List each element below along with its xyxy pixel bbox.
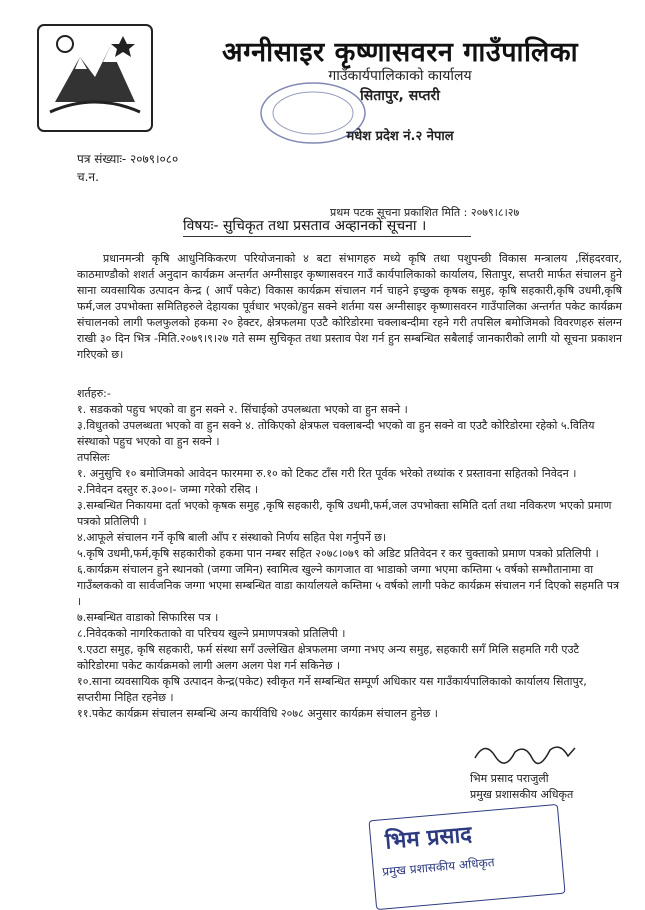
body-text: प्रधानमन्त्री कृषि आधुनिकिकरण परियोजनाको ४ बटा संभागहरु मध्ये कृषि तथा पशुपन्छी विकास मन्त्रालय ,सिंहदरवार, काठमाण्डौको शशर्त अनुदान कार्यक्रम अन्तर्गत अग्नीसाइर कृष्णासवरन गाउँ कार्यपालिकाको कार्यालय, सितापुर, सप्तरी मार्फत संचालन हुने साना व्यवसायिक उत्पादन केन्द्र ( आपँ पकेट) विकास कार्यक्रम संचालन गर्न चाहने इच्छुक कृषक समुह, कृषि सहकारी,कृषि उधमी,कृषि फर्म,जल उपभोक्ता समितिहरुले देहायका पूर्वधार भएको/हुन सक्ने शर्तमा यस अग्नीसाइर कृष्णासवरन गाउँपालिका अन्तर्गत पकेट कार्यक्रम संचालनको लागी फलफुलको हकमा २० हेक्टर, क्षेत्रफलमा एउटै कोरिडोरमा चक्लाबन्दीमा रहने गरी तपसिल बमोजिमको विवरणहरु संलग्न राखी ३० दिन भित्र -मिति.२०७९।९।२७ गते सम्म सुचिकृत तथा प्रस्ताव पेश गर्न हुन सम्बन्धित सबैलाई जानकारीको लागी यो सूचना प्रकाशन गरिएको छ। [77,252,622,361]
stamp-name: भिम प्रसाद [384,822,473,855]
signatory-name: भिम प्रसाद पराजुली [470,772,549,785]
body-paragraph [77,251,622,363]
municipality-logo [35,22,155,134]
reference-number: पत्र संख्याः- २०७९।०८० [77,152,179,166]
address-line-3: मधेश प्रदेश नं.२ नेपाल [346,129,454,144]
conditions-heading: शर्तहरु:- [77,387,111,400]
annex-item: ७.सम्बन्धित वाडाको सिफारिस पत्र । [77,611,219,624]
address-line-1: सितापुर, सप्तरी [360,88,440,104]
handwritten-signature [470,738,580,768]
stamp-designation: प्रमुख प्रशासकीय अधिकृत [381,855,496,879]
signatory-designation: प्रमुख प्रशासकीय अधिकृत [470,788,574,801]
annex-item: ३.सम्बन्धित निकायमा दर्ता भएको कृषक समुह ,कृषि सहकारी, कृषि उधमी,फर्म,जल उपभोक्ता समिति दर्ता तथा नविकरण भएको प्रमाण पत्रको प्रतिलिपी । [77,499,612,528]
conditions-and-annex [77,386,622,722]
office-seal [258,80,368,146]
annex-item: १. अनुसुचि १० बमोजिमको आवेदन फारममा रु.१० को टिकट टाँस गरी रित पूर्वक भरेको तथ्यांक र प्रस्तावना सहितको निवेदन । [77,467,577,480]
annex-item: ६.कार्यक्रम संचालन हुने स्थानको (जग्गा जमिन) स्वामित्व खुल्ने कागजात वा भाडाको जग्गा भएमा कम्तिमा ५ वर्षको सम्भौतानामा वा गाउँब्लकको वा सार्वजनिक जग्गा भएमा सम्बन्धित वाडा कार्यालयले कम्तिमा ५ वर्षको लागी पकेट कार्यक्रम संचालन गर्न दिएको सहमति पत्र । [77,563,620,608]
annex-item: ११.पकेट कार्यक्रम संचालन सम्बन्धि अन्य कार्यविधि २०७८ अनुसार कार्यक्रम संचालन हुनेछ । [77,707,438,720]
condition-item: ३.विधुतको उपलब्धता भएको वा हुन सक्ने ४. तोकिएको क्षेत्रफल चक्लाबन्दी भएको वा हुन सक्ने वा एउटै कोरिडोरमा रहेको ५.वितिय संस्थाको पहुच भएको वा हुन सक्ने । [77,419,595,448]
condition-item: १. सडकको पहुच भएको वा हुन सक्ने २. सिंचाईको उपलब्धता भएको वा हुन सक्ने । [77,403,408,416]
subject-underline [183,236,471,237]
annex-item: ५.कृषि उधमी,फर्म,कृषि सहकारीको हकमा पान नम्बर सहित २०७८।०७९ को अडिट प्रतिवेदन र कर चुक्ताको प्रमाण पत्रको प्रतिलिपी । [77,547,599,560]
annex-item: ९.एउटा समुह, कृषि सहकारी, फर्म संस्था सगँ उल्लेखित क्षेत्रफलमा जग्गा नभए अन्य समुह, सहकारी सगँ मिलि सहमति गरी एउटै कोरिडोरमा पकेट कार्यक्रमको लागी अलग अलग पेश गर्न सकिनेछ । [77,643,580,672]
annex-item: ४.आफूले संचालन गर्ने कृषि बाली आँप र संस्थाको निर्णय सहित पेश गर्नुपर्ने छ। [77,531,387,544]
annex-item: २.निवेदन दस्तुर रु.३००।- जम्मा गरेको रसिद । [77,483,259,496]
notice-date: प्रथम पटक सूचना प्रकाशित मिति : २०७९।८।२७ [330,206,520,219]
annex-item: ८.निवेदकको नागरिकताको वा परिचय खुल्ने प्रमाणपत्रको प्रतिलिपी । [77,627,346,640]
municipality-title: अग्नीसाइर कृष्णासवरन गाउँपालिका [221,37,579,68]
annex-item: १०.साना व्यवसायिक कृषि उत्पादन केन्द्र(पकेट) स्वीकृत गर्ने सम्बन्धित सम्पूर्ण अधिकार यस गाउँकार्यपालिकाको कार्यालय सितापुर, सप्तरीमा निहित रहनेछ । [77,675,587,704]
annex-heading: तपसिलः [77,451,110,464]
dispatch-number: च.न. [77,170,99,184]
notice-subject: विषयः- सुचिकृत तथा प्रसताव अव्हानको सूचना । [183,218,427,234]
office-name: गाउँकार्यपालिकाको कार्यालय [328,68,472,84]
